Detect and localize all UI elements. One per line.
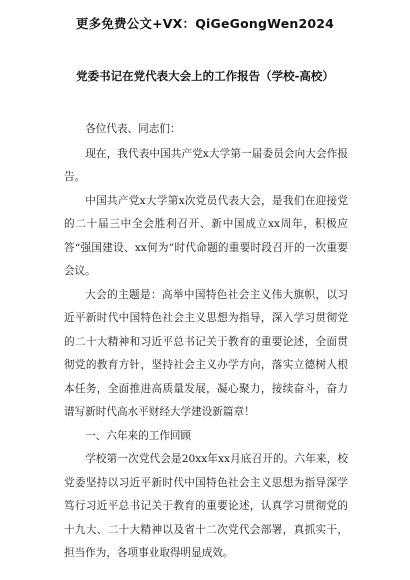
paragraph-theme: 大会的主题是：高举中国特色社会主义伟大旗帜，以习近平新时代中国特色社会主义思想为指导，深入学习贯彻党的二十大精神和习近平总书记关于教育的重要论述，全面贯彻党的教育方针，坚持社会主义办学方向，落实立德树人根本任务，全面推进高质量发展，凝心聚力，接续奋斗，奋力谱写新时代高水平财经大学建设新篇章！ xyxy=(64,288,348,418)
salutation: 各位代表、同志们： xyxy=(85,123,181,135)
paragraph-congress-intro: 中国共产党x大学第x次党员代表大会，是我们在迎接党的二十届三中全会胜利召开、新中国成立xx周年，积极应答“强国建设、xx何为”时代命题的重要时段召开的一次重要会议。 xyxy=(64,194,348,277)
watermark-header: 更多免费公文+VX：QiGeGongWen2024 xyxy=(75,16,335,31)
paragraph-opening: 现在，我代表中国共产党x大学第一届委员会向大会作报告。 xyxy=(64,147,348,183)
section-heading-review: 一、六年来的工作回顾 xyxy=(85,429,192,442)
document-body xyxy=(64,118,348,566)
paragraph-review: 学校第一次党代会是20xx年xx月底召开的。六年来，校党委坚持以习近平新时代中国特色社会主义思想为指导深学笃行习近平总书记关于教育的重要论述，认真学习贯彻党的十九大、二十大精神以及省十二次党代会部署，真抓实干，担当作为，各项事业取得明显成效。 xyxy=(64,453,348,559)
document-title: 党委书记在党代表大会上的工作报告（学校-高校） xyxy=(76,69,334,83)
